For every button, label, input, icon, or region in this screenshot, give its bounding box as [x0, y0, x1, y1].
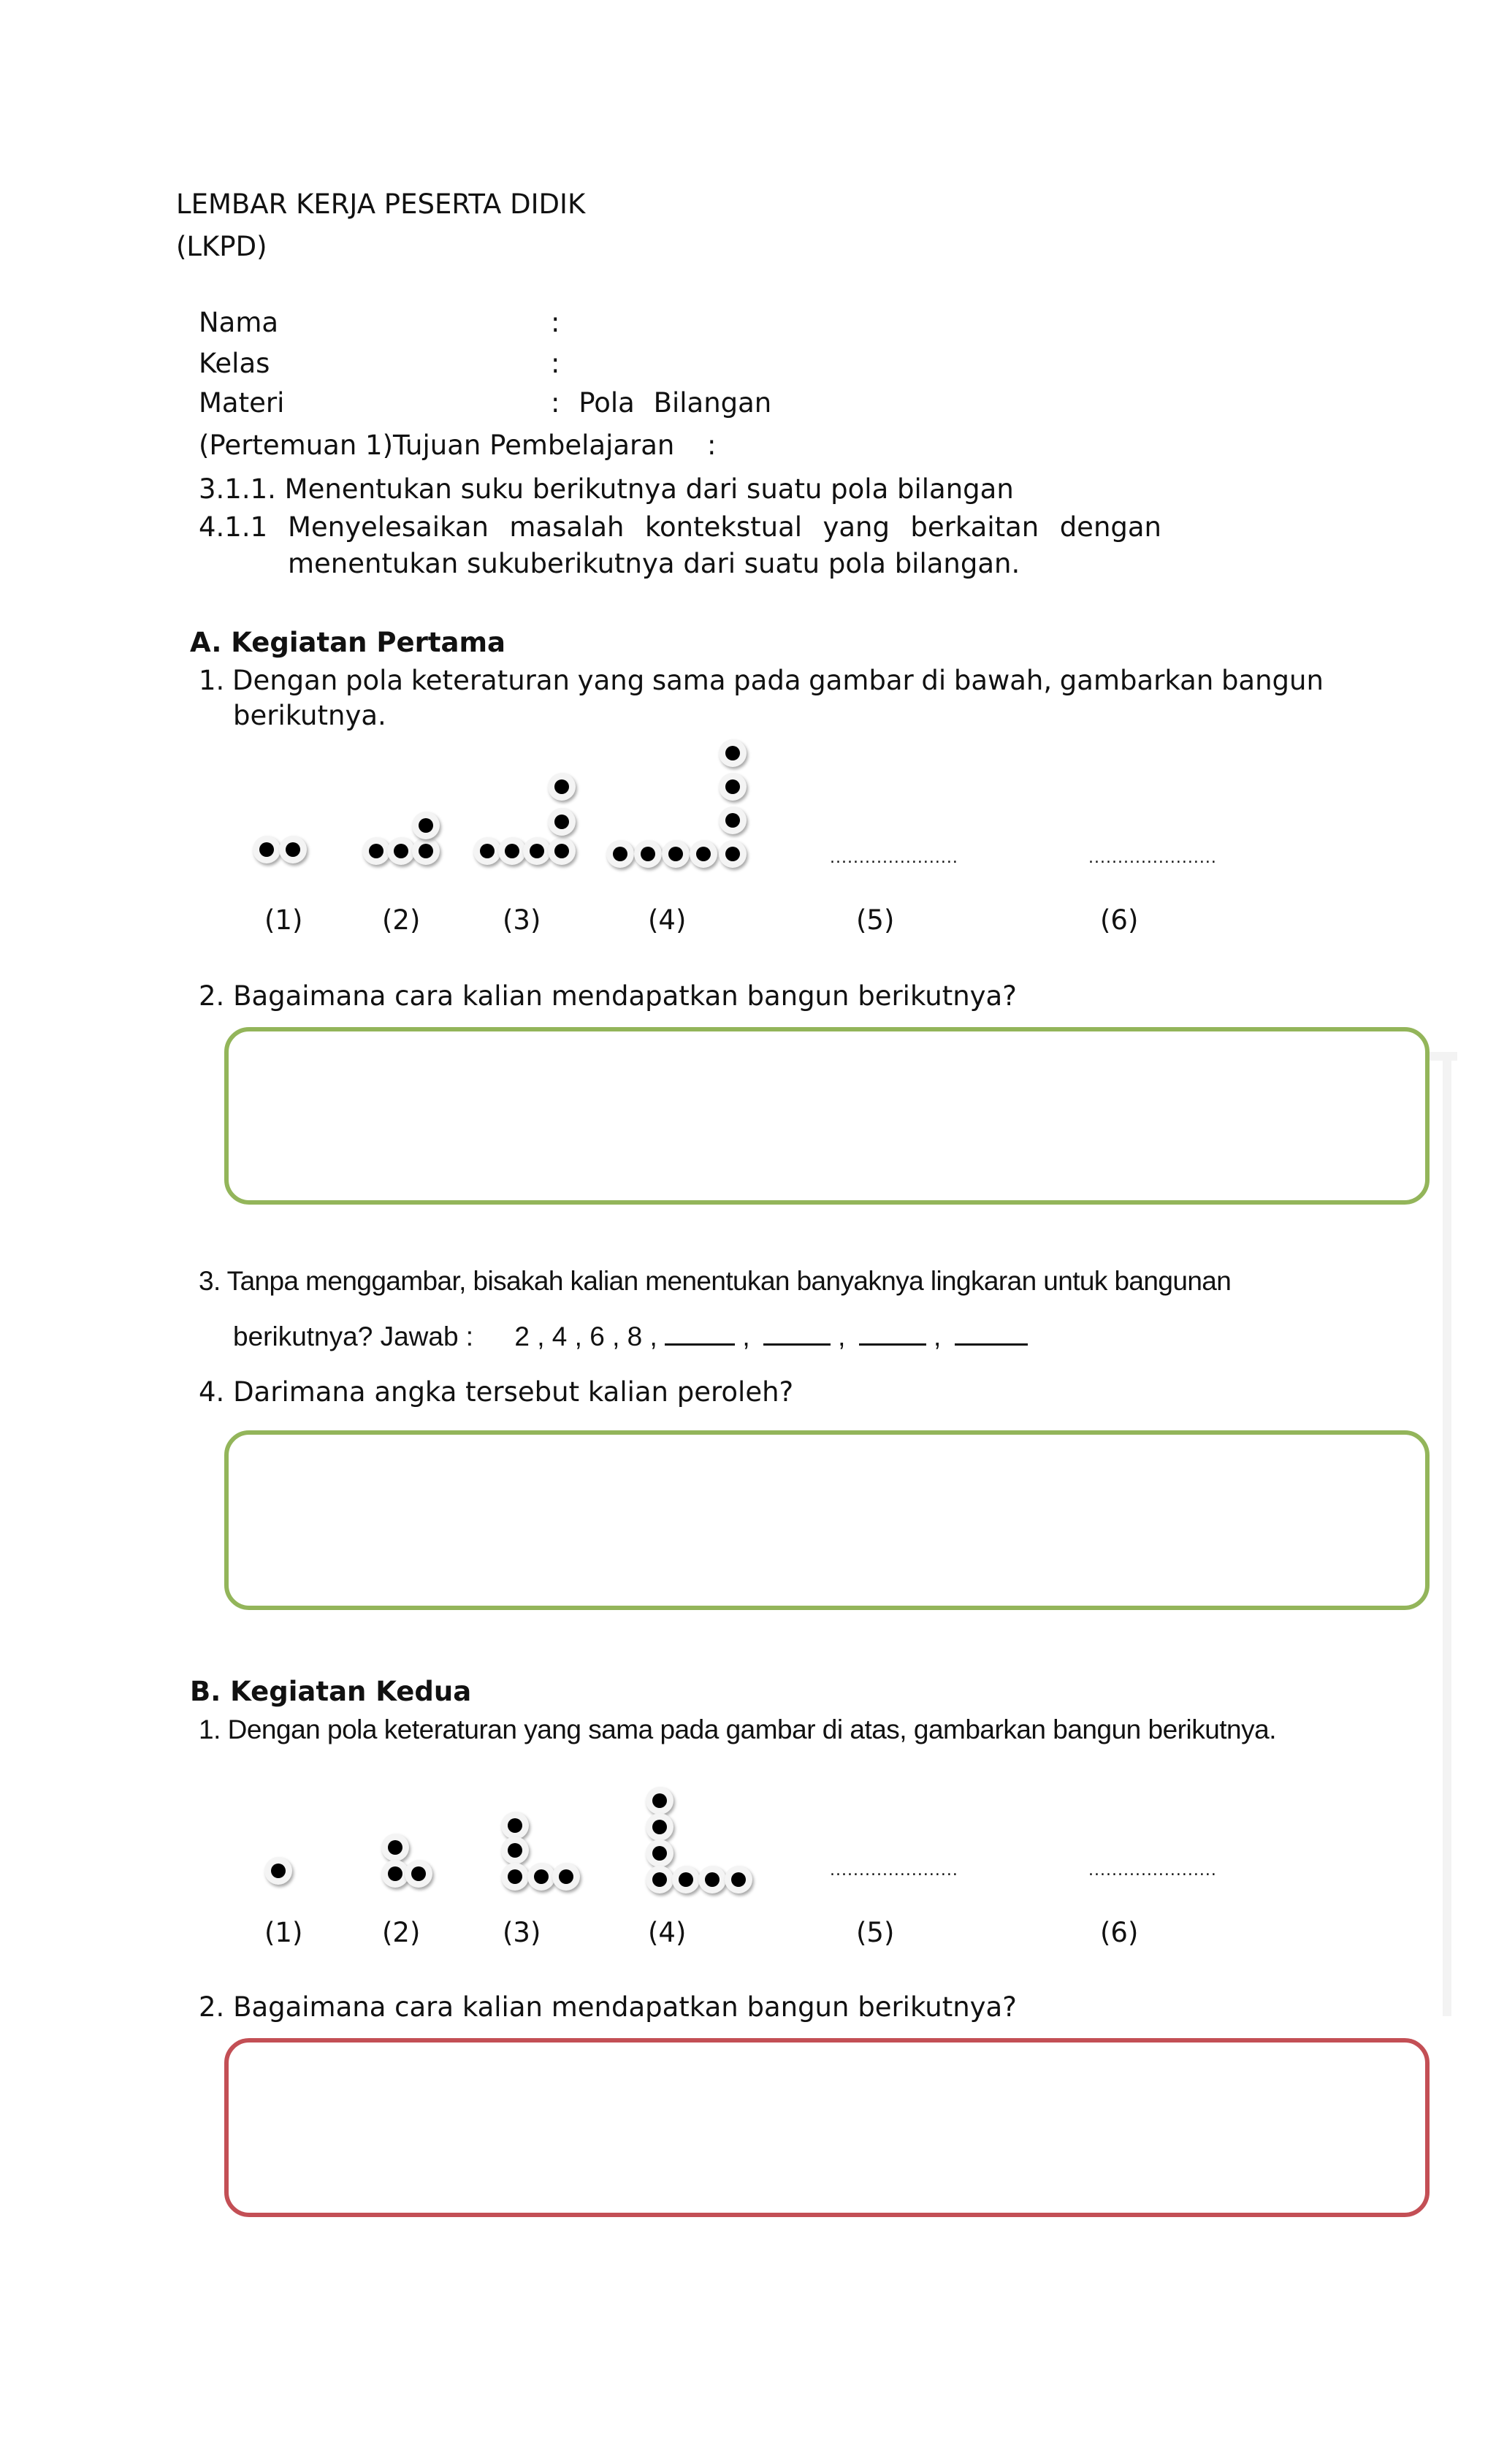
q3-separator: ,	[934, 1321, 942, 1351]
dot	[387, 837, 415, 865]
dot	[501, 1836, 529, 1864]
figure-label: (3)	[503, 904, 541, 936]
figure-label: (6)	[1100, 1917, 1139, 1948]
nama-colon: :	[551, 307, 560, 338]
answer-blank-3[interactable]	[859, 1321, 926, 1346]
q1-word: pola	[345, 665, 404, 696]
section-a-heading: A. Kegiatan Pertama	[190, 627, 506, 658]
figure-label: (1)	[264, 904, 303, 936]
section-b-heading: B. Kegiatan Kedua	[190, 1676, 472, 1707]
tujuan-label: (Pertemuan 1)Tujuan Pembelajaran	[199, 430, 675, 461]
objective-1: 3.1.1. Menentukan suku berikutnya dari suatu pola bilangan	[199, 473, 1014, 505]
dot	[253, 836, 280, 863]
dot	[548, 808, 576, 836]
figure-label: (4)	[648, 1917, 687, 1948]
dot	[412, 837, 440, 865]
objective-2-word: yang	[823, 511, 890, 543]
q1-word: gambar	[809, 665, 914, 696]
answer-blank-2[interactable]	[763, 1321, 831, 1346]
objective-2-word: kontekstual	[644, 511, 803, 543]
dot	[527, 1863, 555, 1891]
objective-2-continuation: menentukan sukuberikutnya dari suatu pola bilangan.	[288, 548, 1020, 579]
section-a-q1-line1	[199, 665, 1324, 697]
dot	[646, 1839, 673, 1867]
figure-label: (2)	[382, 1917, 421, 1948]
section-a-q1-line2: berikutnya.	[233, 700, 386, 731]
dot	[552, 1863, 580, 1891]
q1-word: yang	[577, 665, 645, 696]
figure-label: (2)	[382, 904, 421, 936]
dot	[548, 773, 576, 801]
dot	[646, 1787, 673, 1815]
objective-2-number: 4.1.1	[199, 511, 268, 543]
materi-label: Materi	[199, 387, 285, 419]
kelas-label: Kelas	[199, 348, 270, 379]
scan-shade-right	[1443, 1052, 1451, 2016]
answer-box-a-q2[interactable]	[224, 1027, 1430, 1205]
q3-separator: ,	[838, 1321, 846, 1351]
dot	[381, 1834, 409, 1861]
q3-separator: ,	[742, 1321, 750, 1351]
dot	[264, 1857, 292, 1885]
section-a-q4: 4. Darimana angka tersebut kalian peroleh?	[199, 1376, 794, 1408]
q1-word: bawah,	[953, 665, 1053, 696]
figure-label: (1)	[264, 1917, 303, 1948]
dot	[646, 1813, 673, 1841]
q3-sequence: 2 , 4 , 6 , 8 ,	[514, 1321, 657, 1351]
dot	[501, 1812, 529, 1839]
figure-label: (3)	[503, 1917, 541, 1948]
objective-2-word: Menyelesaikan	[288, 511, 489, 543]
section-a-placeholder-6: ......................	[1088, 849, 1217, 867]
objective-2-line	[288, 511, 1161, 543]
section-a-q3-line1: 3. Tanpa menggambar, bisakah kalian menentukan banyaknya lingkaran untuk bangunan	[199, 1266, 1232, 1296]
answer-box-b-q2[interactable]	[224, 2038, 1430, 2217]
dot	[662, 840, 690, 868]
section-b-placeholder-5: ......................	[830, 1861, 958, 1880]
figure-label: (5)	[856, 904, 895, 936]
dot	[698, 1866, 726, 1893]
dot	[690, 840, 717, 868]
section-b-q1: 1. Dengan pola keteraturan yang sama pada gambar di atas, gambarkan bangun berikutnya.	[199, 1714, 1276, 1744]
dot	[719, 739, 747, 767]
dot	[606, 840, 634, 868]
figure-label: (6)	[1100, 904, 1139, 936]
q1-word: di	[921, 665, 947, 696]
dot	[719, 773, 747, 801]
kelas-colon: :	[551, 348, 560, 379]
objective-2-word: masalah	[509, 511, 625, 543]
dot	[412, 812, 440, 839]
dot	[501, 1863, 529, 1891]
section-a-q2: 2. Bagaimana cara kalian mendapatkan bangun berikutnya?	[199, 980, 1017, 1012]
q3-answer-label: berikutnya? Jawab :	[233, 1321, 474, 1351]
dot	[279, 836, 307, 863]
dot	[405, 1860, 432, 1888]
q1-word: bangun	[1221, 665, 1324, 696]
dot	[646, 1866, 673, 1893]
objective-2-word: dengan	[1059, 511, 1161, 543]
answer-blank-1[interactable]	[665, 1321, 735, 1346]
q1-word: 1.	[199, 665, 225, 696]
answer-box-a-q4[interactable]	[224, 1430, 1430, 1610]
q1-word: keteraturan	[411, 665, 570, 696]
section-a-placeholder-5: ......................	[830, 849, 958, 867]
section-b-placeholder-6: ......................	[1088, 1861, 1217, 1880]
worksheet-title: LEMBAR KERJA PESERTA DIDIK	[176, 188, 586, 220]
figure-label: (5)	[856, 1917, 895, 1948]
dot	[473, 837, 501, 865]
q1-word: Dengan	[232, 665, 338, 696]
nama-label: Nama	[199, 307, 279, 338]
worksheet-subtitle: (LKPD)	[176, 231, 267, 262]
figure-label: (4)	[648, 904, 687, 936]
dot	[719, 806, 747, 834]
dot	[719, 840, 747, 868]
tujuan-colon: :	[707, 430, 717, 461]
section-a-q3-line2	[233, 1321, 1028, 1353]
answer-blank-4[interactable]	[955, 1321, 1028, 1346]
section-b-q2: 2. Bagaimana cara kalian mendapatkan bangun berikutnya?	[199, 1991, 1017, 2023]
dot	[672, 1866, 700, 1893]
objective-2-word: berkaitan	[910, 511, 1039, 543]
dot	[498, 837, 526, 865]
dot	[523, 837, 551, 865]
dot	[725, 1866, 752, 1893]
q1-word: sama	[652, 665, 726, 696]
materi-value: : Pola Bilangan	[551, 387, 772, 419]
q1-word: gambarkan	[1059, 665, 1214, 696]
q1-word: pada	[733, 665, 801, 696]
dot	[634, 840, 662, 868]
dot	[362, 837, 390, 865]
dot	[548, 837, 576, 865]
